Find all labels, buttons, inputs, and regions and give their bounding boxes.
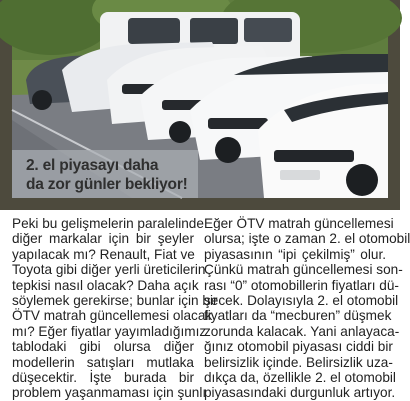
text-line: yapılacak mı? Renault, Fiat ve (12, 246, 195, 262)
text-line: Peki bu gelişmelerin paralelinde (12, 216, 204, 231)
text-line: söylemek gerekirse; bunlar için bir (12, 293, 218, 309)
photo-caption (12, 150, 198, 198)
article-left-column (12, 216, 218, 401)
caption-line-1: 2. el piyasayı daha (26, 157, 159, 174)
caption-line-2: da zor günler bekliyor! (26, 176, 188, 193)
text-line: belirsizlik içinde. Belirsizlik uza- (204, 354, 393, 370)
text-line: zorunda kalacak. Yani anlayaca- (204, 323, 400, 339)
text-line: modellerin satışları mutlaka (12, 354, 194, 370)
text-line: şecek. Dolayısıyla 2. el otomobil (204, 293, 399, 309)
text-line: dıkça da, özellikle 2. el otomobil (204, 370, 396, 386)
text-line: tepkisi nasıl olacak? Daha açık (12, 277, 199, 293)
text-line: piyasasının “ipi çekilmiş” olur. (204, 246, 386, 262)
text-line: Çünkü matrah güncellemesi son- (204, 262, 403, 278)
text-line: problem yaşanmaması için şunlı (12, 385, 207, 401)
text-line: tablodaki gibi olursa diğer (12, 339, 194, 355)
text-line: Toyota gibi diğer yerli üreticilerin (12, 262, 206, 278)
text-line: ğınız otomobil piyasası ciddi bir (204, 339, 393, 355)
text-line: ÖTV matrah güncellemesi olacak (12, 308, 213, 324)
text-line: fiyatları da “mecburen” düşmek (204, 308, 392, 324)
text-line: piyasasındaki durgunluk artıyor. (204, 385, 396, 401)
text-line: olursa; işte o zaman 2. el otomobil (204, 231, 410, 247)
text-line: rası “0” otomobillerin fiyatları dü- (204, 277, 399, 293)
article-right-column (204, 216, 410, 401)
text-line: düşecektir. İşte burada bir (12, 370, 194, 386)
text-line: diğer markalar için bir şeyler (12, 231, 194, 247)
text-line: mı? Eğer fiyatlar yayımladığımız (12, 323, 207, 339)
text-line: Eğer ÖTV matrah güncellemesi (204, 216, 394, 231)
